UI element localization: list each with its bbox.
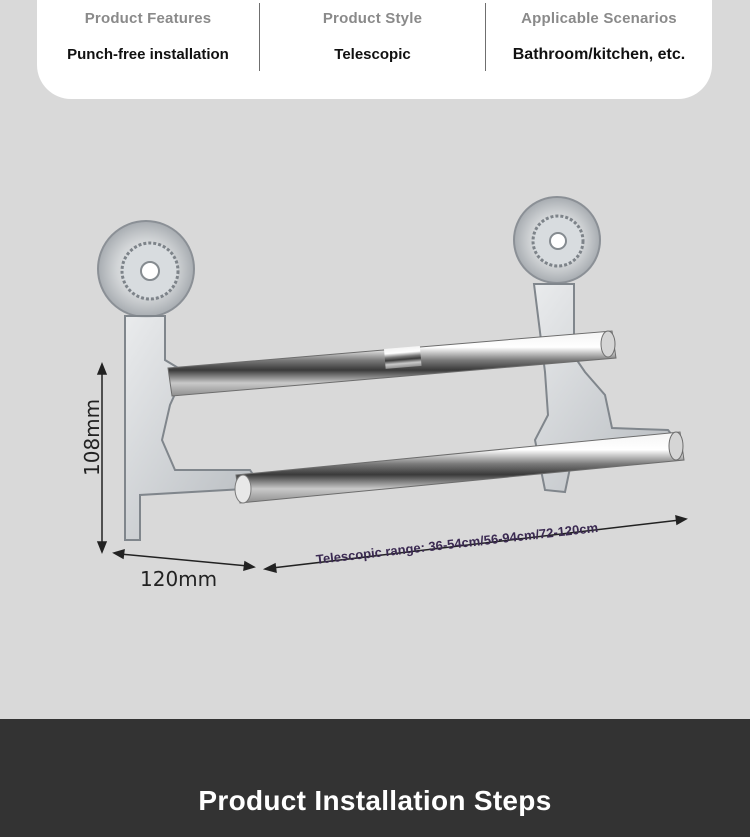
width-dimension-label: 120mm xyxy=(140,567,218,591)
right-suction-cup xyxy=(514,197,600,283)
spec-column-scenarios xyxy=(486,0,712,99)
spec-label: Product Features xyxy=(84,10,212,27)
spec-value: Bathroom/kitchen, etc. xyxy=(512,46,686,63)
spec-label: Product Style xyxy=(322,10,423,27)
left-suction-cup xyxy=(98,221,194,317)
spec-label: Applicable Scenarios xyxy=(521,10,677,27)
spec-value: Telescopic xyxy=(334,46,411,63)
telescopic-range-label: Telescopic range: 36-54cm/56-94cm/72-120cm xyxy=(315,519,599,567)
left-bracket xyxy=(125,316,262,540)
section-title: Product Installation Steps xyxy=(198,785,552,816)
spec-column-features xyxy=(37,0,259,99)
spec-value: Punch-free installation xyxy=(67,46,229,63)
height-dimension-label: 108mm xyxy=(80,398,104,476)
towel-rack-product-image xyxy=(0,150,750,670)
installation-steps-banner xyxy=(0,719,750,837)
spec-column-style xyxy=(259,0,486,99)
lower-rod xyxy=(235,432,684,503)
spec-card xyxy=(37,0,712,99)
